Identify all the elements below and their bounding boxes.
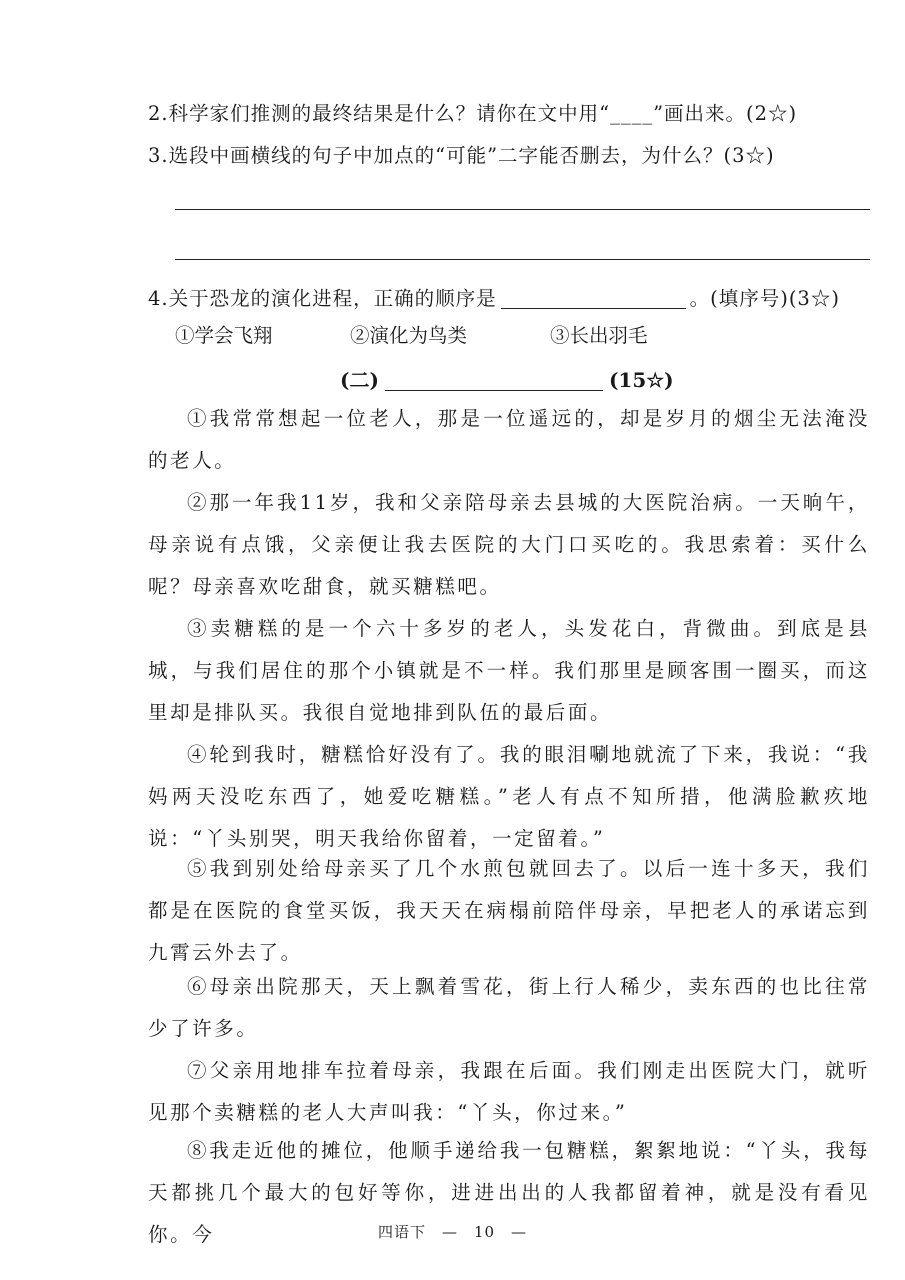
footer-dash-right: —: [511, 1223, 528, 1241]
paragraph-6: ⑥母亲出院那天，天上飘着雪花，街上行人稀少，卖东西的也比往常少了许多。: [148, 975, 870, 1040]
answer-line-1: [175, 209, 870, 210]
paragraph-1: ①我常常想起一位老人，那是一位遥远的，却是岁月的烟尘无法淹没的老人。: [148, 407, 870, 472]
footer-dash-left: —: [441, 1223, 458, 1241]
paragraph-2: ②那一年我11岁，我和父亲陪母亲去县城的大医院治病。一天晌午，母亲说有点饿，父亲便让我去医院的大门口买吃的。我思索着：买什么呢？母亲喜欢吃甜食，就买糖糕吧。: [148, 491, 870, 598]
question-4: [148, 283, 840, 311]
answer-line-2: [175, 259, 870, 260]
section-2-label: (二): [340, 368, 379, 392]
page-number: 10: [473, 1223, 496, 1241]
option-1: ①学会飞翔: [175, 324, 273, 347]
question-4-blank: [501, 288, 686, 309]
paragraph-5: ⑤我到别处给母亲买了几个水煎包就回去了。以后一连十多天，我们都是在医院的食堂买饭，我天天在病榻前陪伴母亲，早把老人的承诺忘到九霄云外去了。: [148, 857, 870, 964]
paragraph-3: ③卖糖糕的是一个六十多岁的老人，头发花白，背微曲。到底是县城，与我们居住的那个小镇就是不一样。我们那里是顾客围一圈买，而这里却是排队买。我很自觉地排到队伍的最后面。: [148, 617, 870, 724]
question-4-text: 4.关于恐龙的演化进程，正确的顺序是: [148, 287, 497, 310]
paragraph-4: ④轮到我时，糖糕恰好没有了。我的眼泪唰地就流了下来，我说：“我妈两天没吃东西了，她爱吃糖糕。”老人有点不知所措，他满脸歉疚地说：“丫头别哭，明天我给你留着，一定留着。”: [148, 743, 870, 850]
question-2: 2.科学家们推测的最终结果是什么？请你在文中用“____”画出来。(2☆): [148, 102, 798, 125]
option-2: ②演化为鸟类: [350, 324, 468, 347]
page-footer: [0, 1221, 905, 1242]
book-label: 四语下: [377, 1223, 426, 1241]
section-2-score: (15☆): [608, 368, 674, 392]
option-3: ③长出羽毛: [550, 324, 648, 347]
question-3: 3.选段中画横线的句子中加点的“可能”二字能否删去，为什么？(3☆): [148, 144, 775, 167]
question-4-suffix: 。(填序号)(3☆): [689, 287, 840, 310]
paragraph-8: ⑧我走近他的摊位，他顺手递给我一包糖糕，絮絮地说：“丫头，我每天都挑几个最大的包好等你，进进出出的人我都留着神，就是没有看见你。今: [148, 1139, 870, 1246]
section-2-title-blank: [385, 370, 603, 391]
section-2-heading: [340, 364, 674, 393]
paragraph-7: ⑦父亲用地排车拉着母亲，我跟在后面。我们刚走出医院大门，就听见那个卖糖糕的老人大声叫我：“丫头，你过来。”: [148, 1059, 870, 1124]
question-4-options: [175, 320, 648, 348]
